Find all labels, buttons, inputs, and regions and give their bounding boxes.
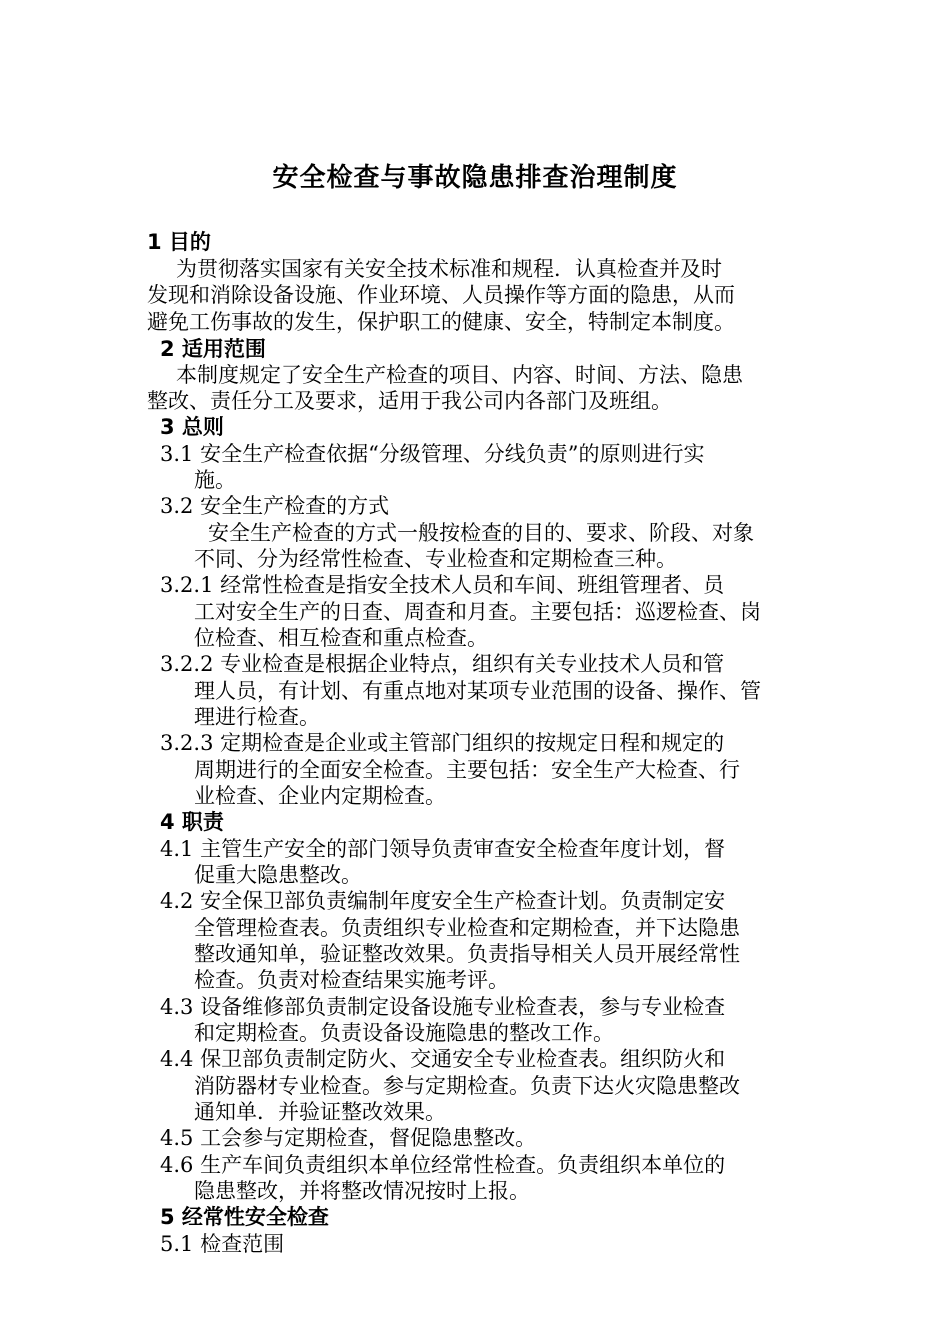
paragraph-line: 通知单．并验证整改效果。 <box>194 1100 446 1124</box>
paragraph-line: 3.2.1 经常性检查是指安全技术人员和车间、班组管理者、员 <box>160 573 725 597</box>
paragraph-line: 理进行检查。 <box>194 705 320 729</box>
section-heading: 1 目的 <box>147 230 211 254</box>
paragraph-line: 不同、分为经常性检查、专业检查和定期检查三种。 <box>194 547 677 571</box>
paragraph-line: 促重大隐患整改。 <box>194 863 362 887</box>
paragraph-line: 理人员，有计划、有重点地对某项专业范围的设备、操作、管 <box>194 679 761 703</box>
paragraph-line: 位检查、相互检查和重点检查。 <box>194 626 488 650</box>
paragraph-line: 安全生产检查的方式一般按检查的目的、要求、阶段、对象 <box>208 521 754 545</box>
paragraph-line: 4.3 设备维修部负责制定设备设施专业检查表，参与专业检查 <box>160 995 726 1019</box>
paragraph-line: 检查。负责对检查结果实施考评。 <box>194 968 509 992</box>
paragraph-line: 和定期检查。负责设备设施隐患的整改工作。 <box>194 1021 614 1045</box>
paragraph-line: 消防器材专业检查。参与定期检查。负责下达火灾隐患整改 <box>194 1074 740 1098</box>
page-title: 安全检查与事故隐患排查治理制度 <box>272 163 678 193</box>
paragraph-line: 工对安全生产的日查、周查和月查。主要包括：巡逻检查、岗 <box>194 600 761 624</box>
paragraph-line: 4.6 生产车间负责组织本单位经常性检查。负责组织本单位的 <box>160 1153 726 1177</box>
section-heading: 4 职责 <box>160 810 224 834</box>
paragraph-line: 4.2 安全保卫部负责编制年度安全生产检查计划。负责制定安 <box>160 889 726 913</box>
paragraph-line: 本制度规定了安全生产检查的项目、内容、时间、方法、隐患 <box>176 363 743 387</box>
paragraph-line: 5.1 检查范围 <box>160 1232 285 1256</box>
paragraph-line: 施。 <box>194 468 236 492</box>
paragraph-line: 整改通知单，验证整改效果。负责指导相关人员开展经常性 <box>194 942 740 966</box>
section-heading: 3 总则 <box>160 415 224 439</box>
paragraph-line: 3.2.3 定期检查是企业或主管部门组织的按规定日程和规定的 <box>160 731 725 755</box>
paragraph-line: 3.1 安全生产检查依据“分级管理、分线负责”的原则进行实 <box>160 442 705 466</box>
paragraph-line: 业检查、企业内定期检查。 <box>194 784 446 808</box>
paragraph-line: 4.4 保卫部负责制定防火、交通安全专业检查表。组织防火和 <box>160 1047 726 1071</box>
paragraph-line: 发现和消除设备设施、作业环境、人员操作等方面的隐患，从而 <box>147 283 735 307</box>
paragraph-line: 隐患整改，并将整改情况按时上报。 <box>194 1179 530 1203</box>
section-heading: 2 适用范围 <box>160 337 266 361</box>
paragraph-line: 周期进行的全面安全检查。主要包括：安全生产大检查、行 <box>194 758 740 782</box>
section-heading: 5 经常性安全检查 <box>160 1205 329 1229</box>
paragraph-line: 4.5 工会参与定期检查，督促隐患整改。 <box>160 1126 537 1150</box>
paragraph-line: 整改、责任分工及要求，适用于我公司内各部门及班组。 <box>147 389 672 413</box>
paragraph-line: 3.2 安全生产检查的方式 <box>160 494 390 518</box>
paragraph-line: 避免工伤事故的发生，保护职工的健康、安全，特制定本制度。 <box>147 310 735 334</box>
paragraph-line: 4.1 主管生产安全的部门领导负责审查安全检查年度计划，督 <box>160 837 726 861</box>
paragraph-line: 全管理检查表。负责组织专业检查和定期检查，并下达隐患 <box>194 916 740 940</box>
paragraph-line: 3.2.2 专业检查是根据企业特点，组织有关专业技术人员和管 <box>160 652 725 676</box>
paragraph-line: 为贯彻落实国家有关安全技术标准和规程．认真检查并及时 <box>176 257 722 281</box>
